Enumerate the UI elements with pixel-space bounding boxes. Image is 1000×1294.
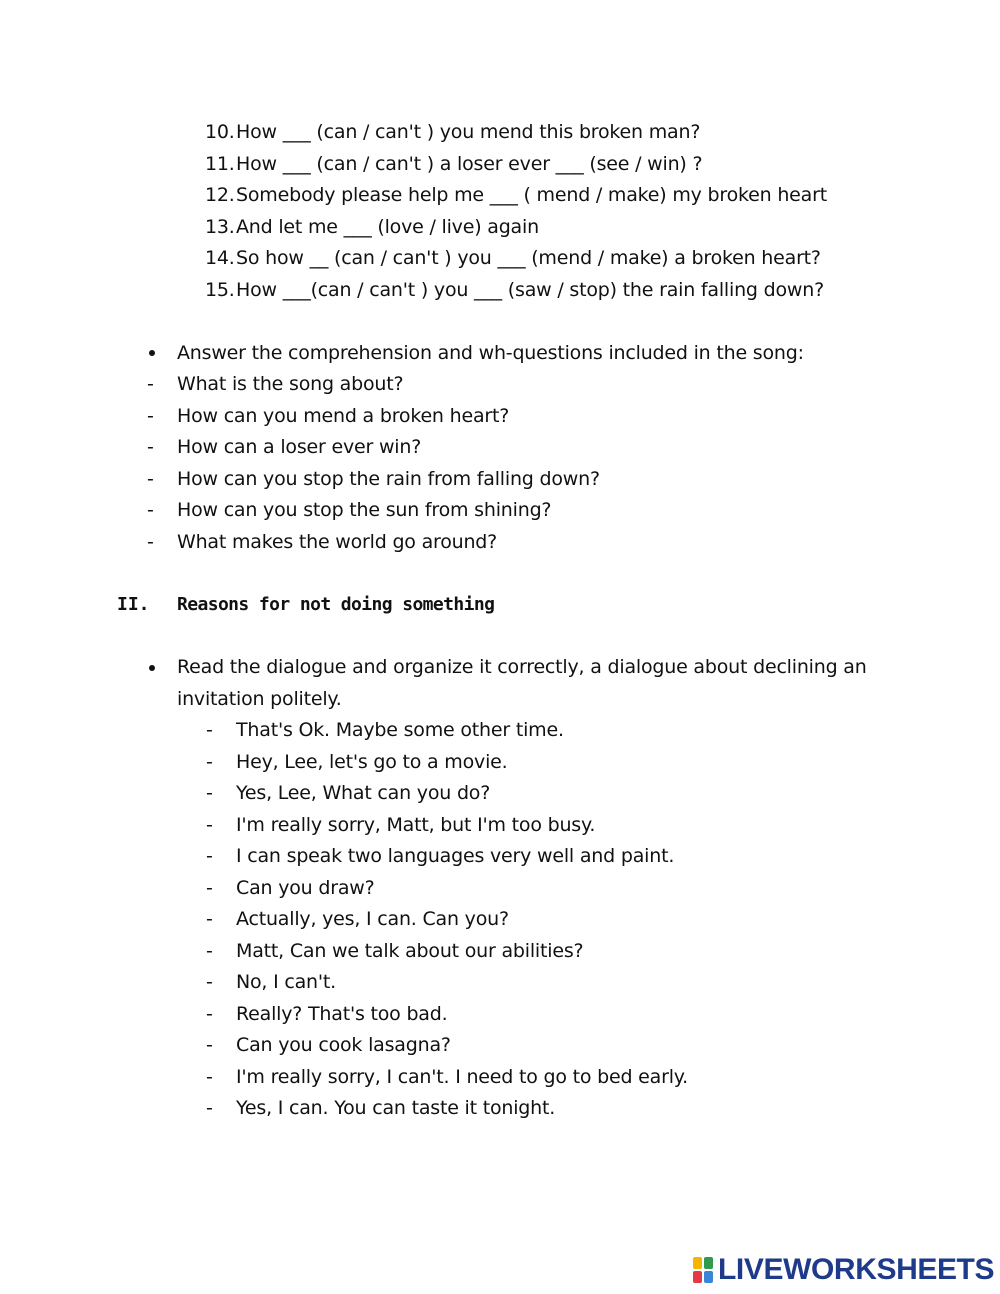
- dialogue-line: Actually, yes, I can. Can you?: [236, 908, 509, 930]
- comprehension-question: How can you stop the sun from shining?: [177, 499, 552, 521]
- dash-marker: -: [206, 908, 213, 930]
- dash-marker: -: [206, 1034, 213, 1056]
- dash-marker: -: [147, 405, 154, 427]
- dialogue-line: I can speak two languages very well and paint.: [236, 845, 675, 867]
- question-number: 11.: [205, 153, 235, 175]
- dialogue-line: Hey, Lee, let's go to a movie.: [236, 751, 508, 773]
- dash-marker: -: [206, 782, 213, 804]
- comprehension-question: How can a loser ever win?: [177, 436, 422, 458]
- dialogue-line: Really? That's too bad.: [236, 1003, 448, 1025]
- dash-marker: -: [147, 531, 154, 553]
- question-text: How ___(can / can't ) you ___ (saw / stop) the rain falling down?: [236, 279, 824, 301]
- dialogue-line: Yes, I can. You can taste it tonight.: [236, 1097, 556, 1119]
- comprehension-instruction: Answer the comprehension and wh-questions included in the song:: [177, 342, 804, 364]
- dash-marker: -: [147, 436, 154, 458]
- question-number: 10.: [205, 121, 235, 143]
- dash-marker: -: [206, 1003, 213, 1025]
- question-text: And let me ___ (love / live) again: [236, 216, 539, 238]
- dash-marker: -: [206, 719, 213, 741]
- question-number: 14.: [205, 247, 235, 269]
- dialogue-line: Can you draw?: [236, 877, 375, 899]
- comprehension-question: How can you mend a broken heart?: [177, 405, 510, 427]
- comprehension-question: What is the song about?: [177, 373, 404, 395]
- dialogue-line: Yes, Lee, What can you do?: [236, 782, 491, 804]
- dash-marker: -: [206, 845, 213, 867]
- dialogue-instruction-continued: invitation politely.: [177, 688, 342, 710]
- dash-marker: -: [206, 1066, 213, 1088]
- dash-marker: -: [206, 940, 213, 962]
- dash-marker: -: [206, 1097, 213, 1119]
- dialogue-line: No, I can't.: [236, 971, 337, 993]
- dialogue-line: I'm really sorry, Matt, but I'm too busy.: [236, 814, 596, 836]
- dialogue-line: I'm really sorry, I can't. I need to go to bed early.: [236, 1066, 688, 1088]
- liveworksheets-logo-text: LIVEWORKSHEETS: [718, 1253, 995, 1286]
- question-text: How ___ (can / can't ) a loser ever ___ (see / win) ?: [236, 153, 703, 175]
- liveworksheets-logo-icon: [693, 1257, 715, 1283]
- comprehension-question: What makes the world go around?: [177, 531, 498, 553]
- question-number: 13.: [205, 216, 235, 238]
- question-number: 12.: [205, 184, 235, 206]
- dialogue-line: That's Ok. Maybe some other time.: [236, 719, 564, 741]
- dialogue-line: Can you cook lasagna?: [236, 1034, 451, 1056]
- liveworksheets-logo[interactable]: [693, 1254, 994, 1286]
- dash-marker: -: [206, 877, 213, 899]
- bullet-icon: [149, 665, 155, 671]
- dash-marker: -: [147, 373, 154, 395]
- dash-marker: -: [147, 499, 154, 521]
- question-text: Somebody please help me ___ ( mend / make) my broken heart: [236, 184, 827, 206]
- question-text: How ___ (can / can't ) you mend this broken man?: [236, 121, 701, 143]
- comprehension-question: How can you stop the rain from falling down?: [177, 468, 600, 490]
- dash-marker: -: [147, 468, 154, 490]
- section-title: Reasons for not doing something: [177, 594, 495, 615]
- question-text: So how __ (can / can't ) you ___ (mend / make) a broken heart?: [236, 247, 821, 269]
- dialogue-line: Matt, Can we talk about our abilities?: [236, 940, 584, 962]
- dash-marker: -: [206, 814, 213, 836]
- dash-marker: -: [206, 751, 213, 773]
- question-number: 15.: [205, 279, 235, 301]
- bullet-icon: [149, 350, 155, 356]
- section-number: II.: [117, 594, 150, 615]
- dialogue-instruction: Read the dialogue and organize it correctly, a dialogue about declining an: [177, 656, 867, 678]
- dash-marker: -: [206, 971, 213, 993]
